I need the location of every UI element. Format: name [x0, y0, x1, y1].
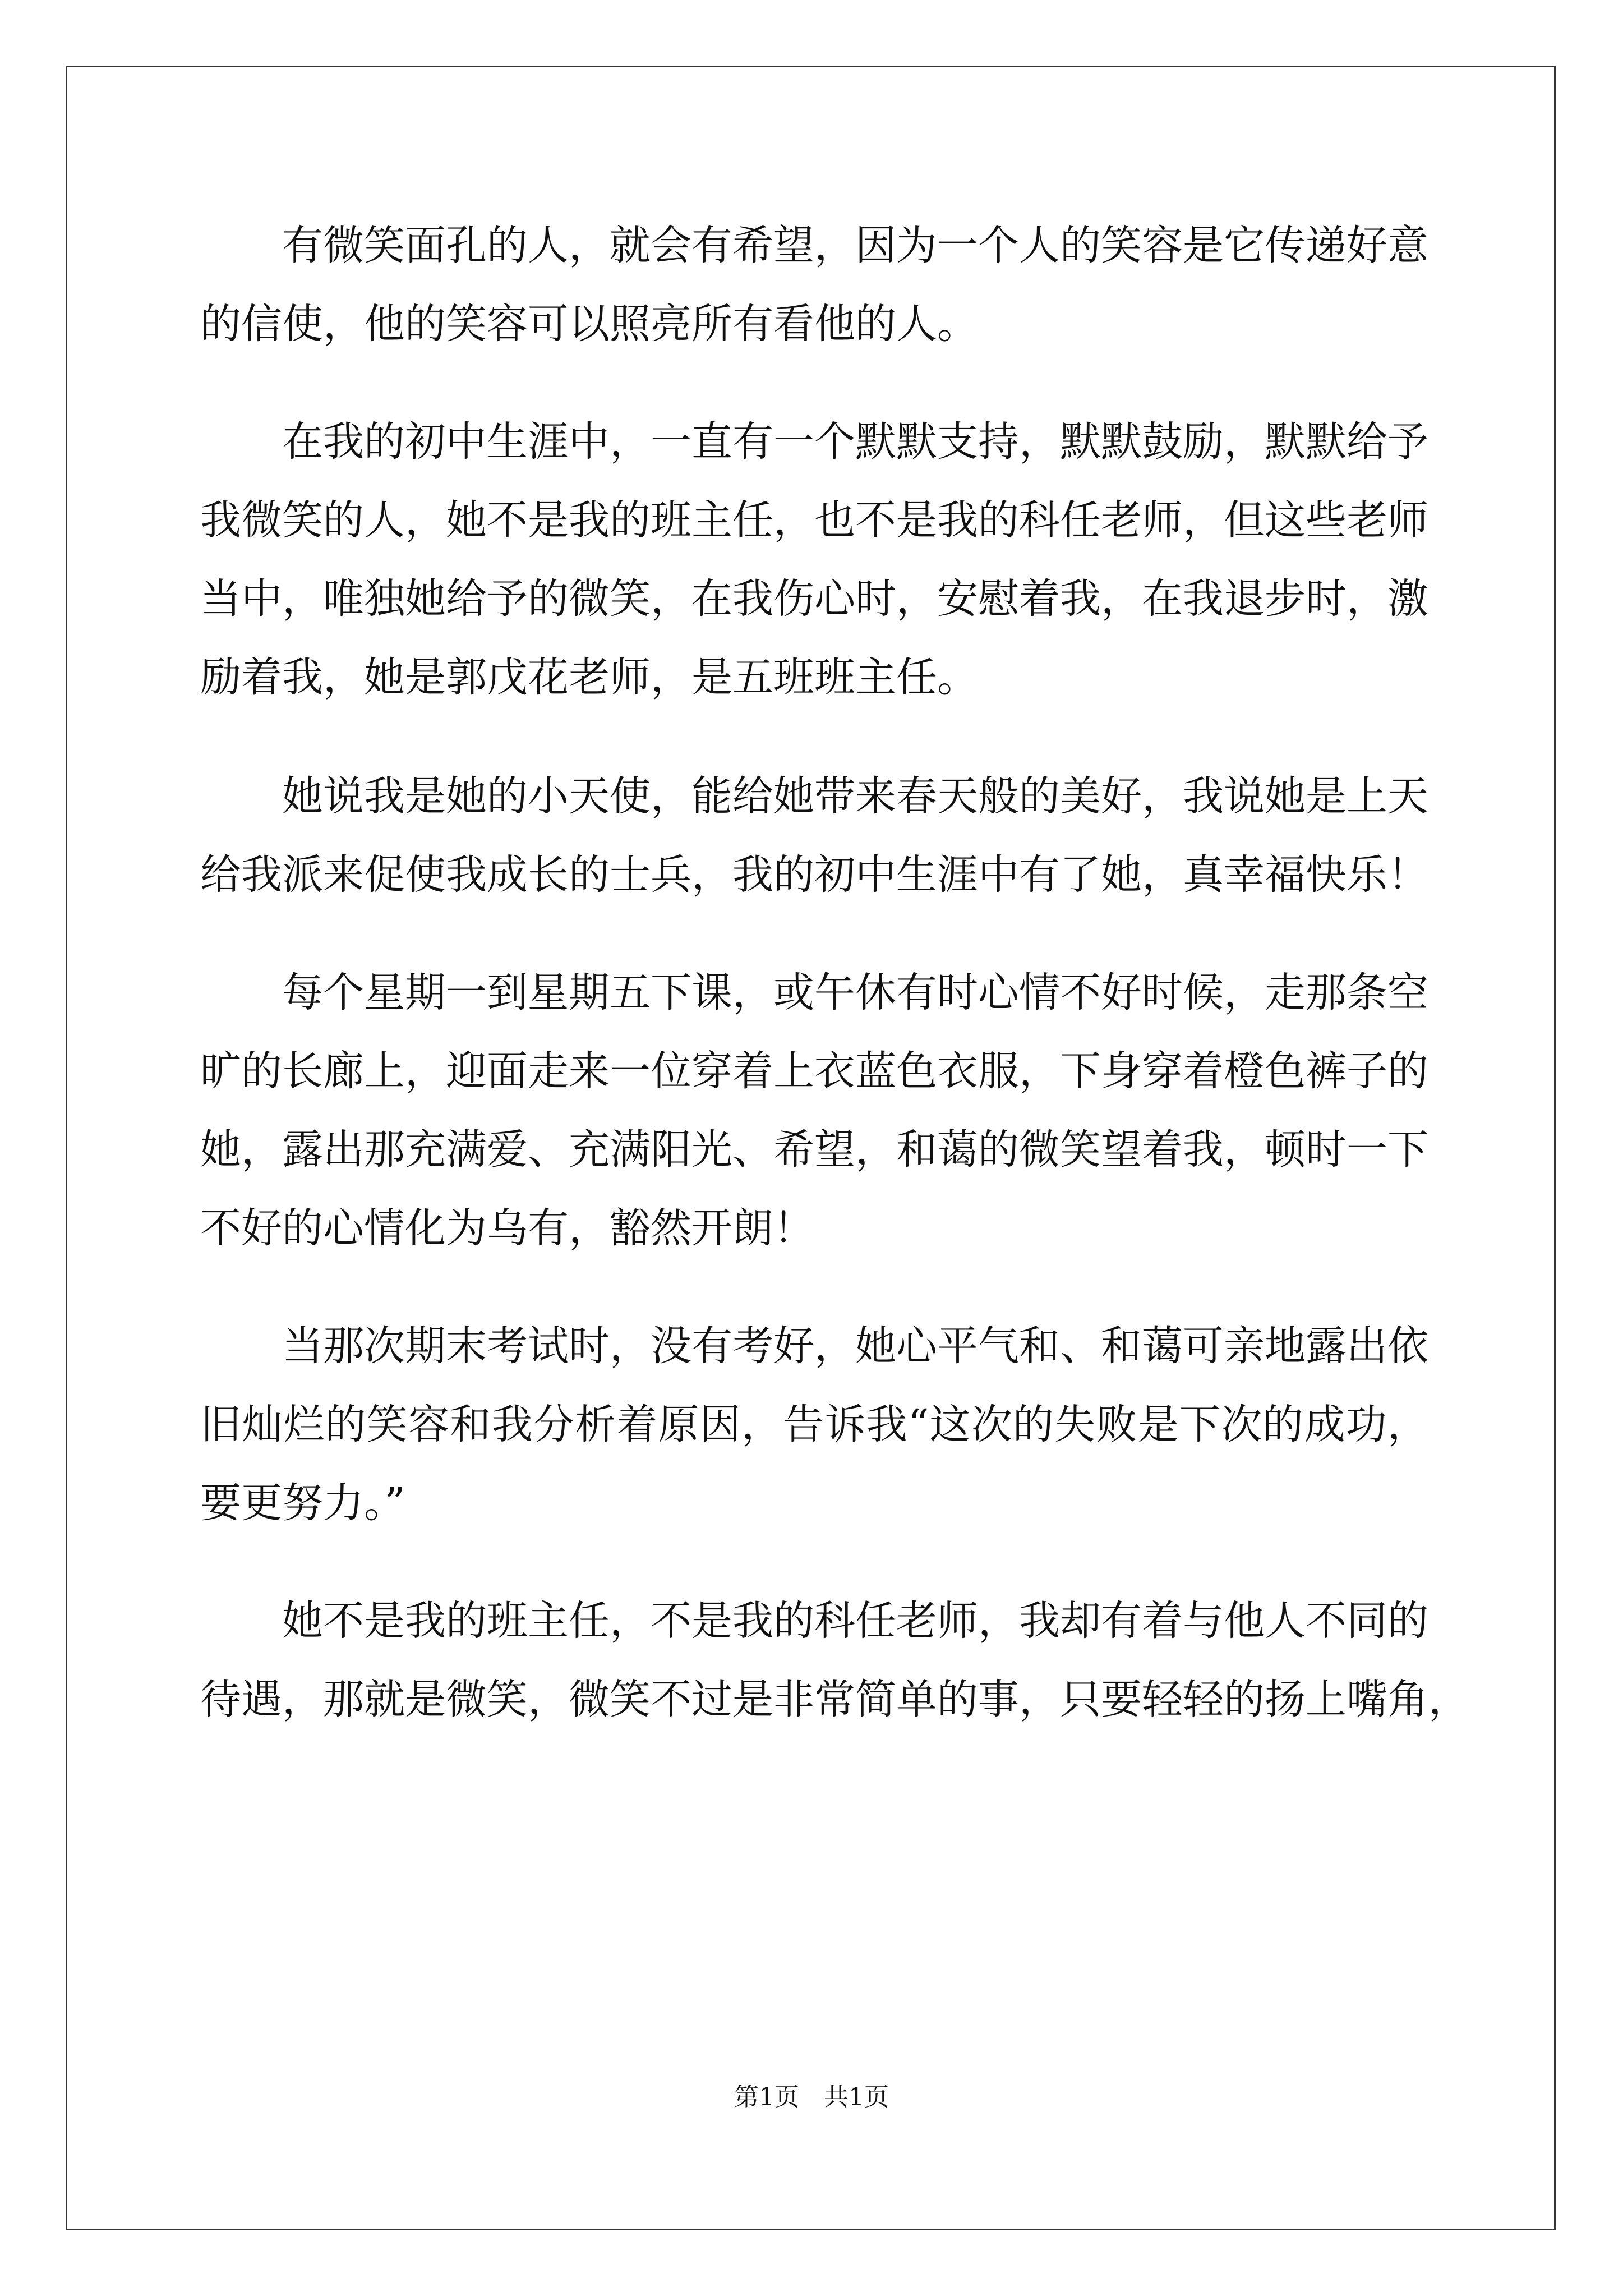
paragraph-5-line-2: 旧灿烂的笑容和我分析着原因，告诉我“这次的失败是下次的成功， — [200, 1401, 1428, 1448]
paragraph-2-line-4: 励着我，她是郭戊花老师，是五班班主任。 — [200, 654, 978, 701]
paragraph-6-line-2: 待遇，那就是微笑，微笑不过是非常简单的事，只要轻轻的扬上嘴角， — [200, 1676, 1469, 1723]
paragraph-4-line-1: 每个星期一到星期五下课，或午休有时心情不好时候，走那条空 — [282, 969, 1428, 1016]
paragraph-2-line-3: 当中，唯独她给予的微笑，在我伤心时，安慰着我，在我退步时，激 — [200, 575, 1428, 623]
paragraph-1-line-2: 的信使，他的笑容可以照亮所有看他的人。 — [200, 300, 978, 348]
paragraph-6-line-1: 她不是我的班主任，不是我的科任老师，我却有着与他人不同的 — [282, 1597, 1428, 1645]
paragraph-5-line-3: 要更努力。” — [200, 1479, 405, 1527]
paragraph-3-line-1: 她说我是她的小天使，能给她带来春天般的美好，我说她是上天 — [282, 772, 1428, 820]
paragraph-2-line-2: 我微笑的人，她不是我的班主任，也不是我的科任老师，但这些老师 — [200, 496, 1428, 544]
paragraph-4-line-3: 她，露出那充满爱、充满阳光、希望，和蔼的微笑望着我，顿时一下 — [200, 1126, 1428, 1174]
paragraph-1-line-1: 有微笑面孔的人，就会有希望，因为一个人的笑容是它传递好意 — [282, 222, 1428, 269]
paragraph-3-line-2: 给我派来促使我成长的士兵，我的初中生涯中有了她，真幸福快乐！ — [200, 851, 1428, 899]
paragraph-5-line-1: 当那次期末考试时，没有考好，她心平气和、和蔼可亲地露出依 — [282, 1322, 1428, 1370]
page-footer: 第1页 共1页 — [734, 2083, 889, 2111]
paragraph-2-line-1: 在我的初中生涯中，一直有一个默默支持，默默鼓励，默默给予 — [282, 418, 1428, 466]
paragraph-4-line-2: 旷的长廊上，迎面走来一位穿着上衣蓝色衣服，下身穿着橙色裤子的 — [200, 1047, 1428, 1095]
paragraph-4-line-4: 不好的心情化为乌有，豁然开朗！ — [200, 1204, 814, 1252]
